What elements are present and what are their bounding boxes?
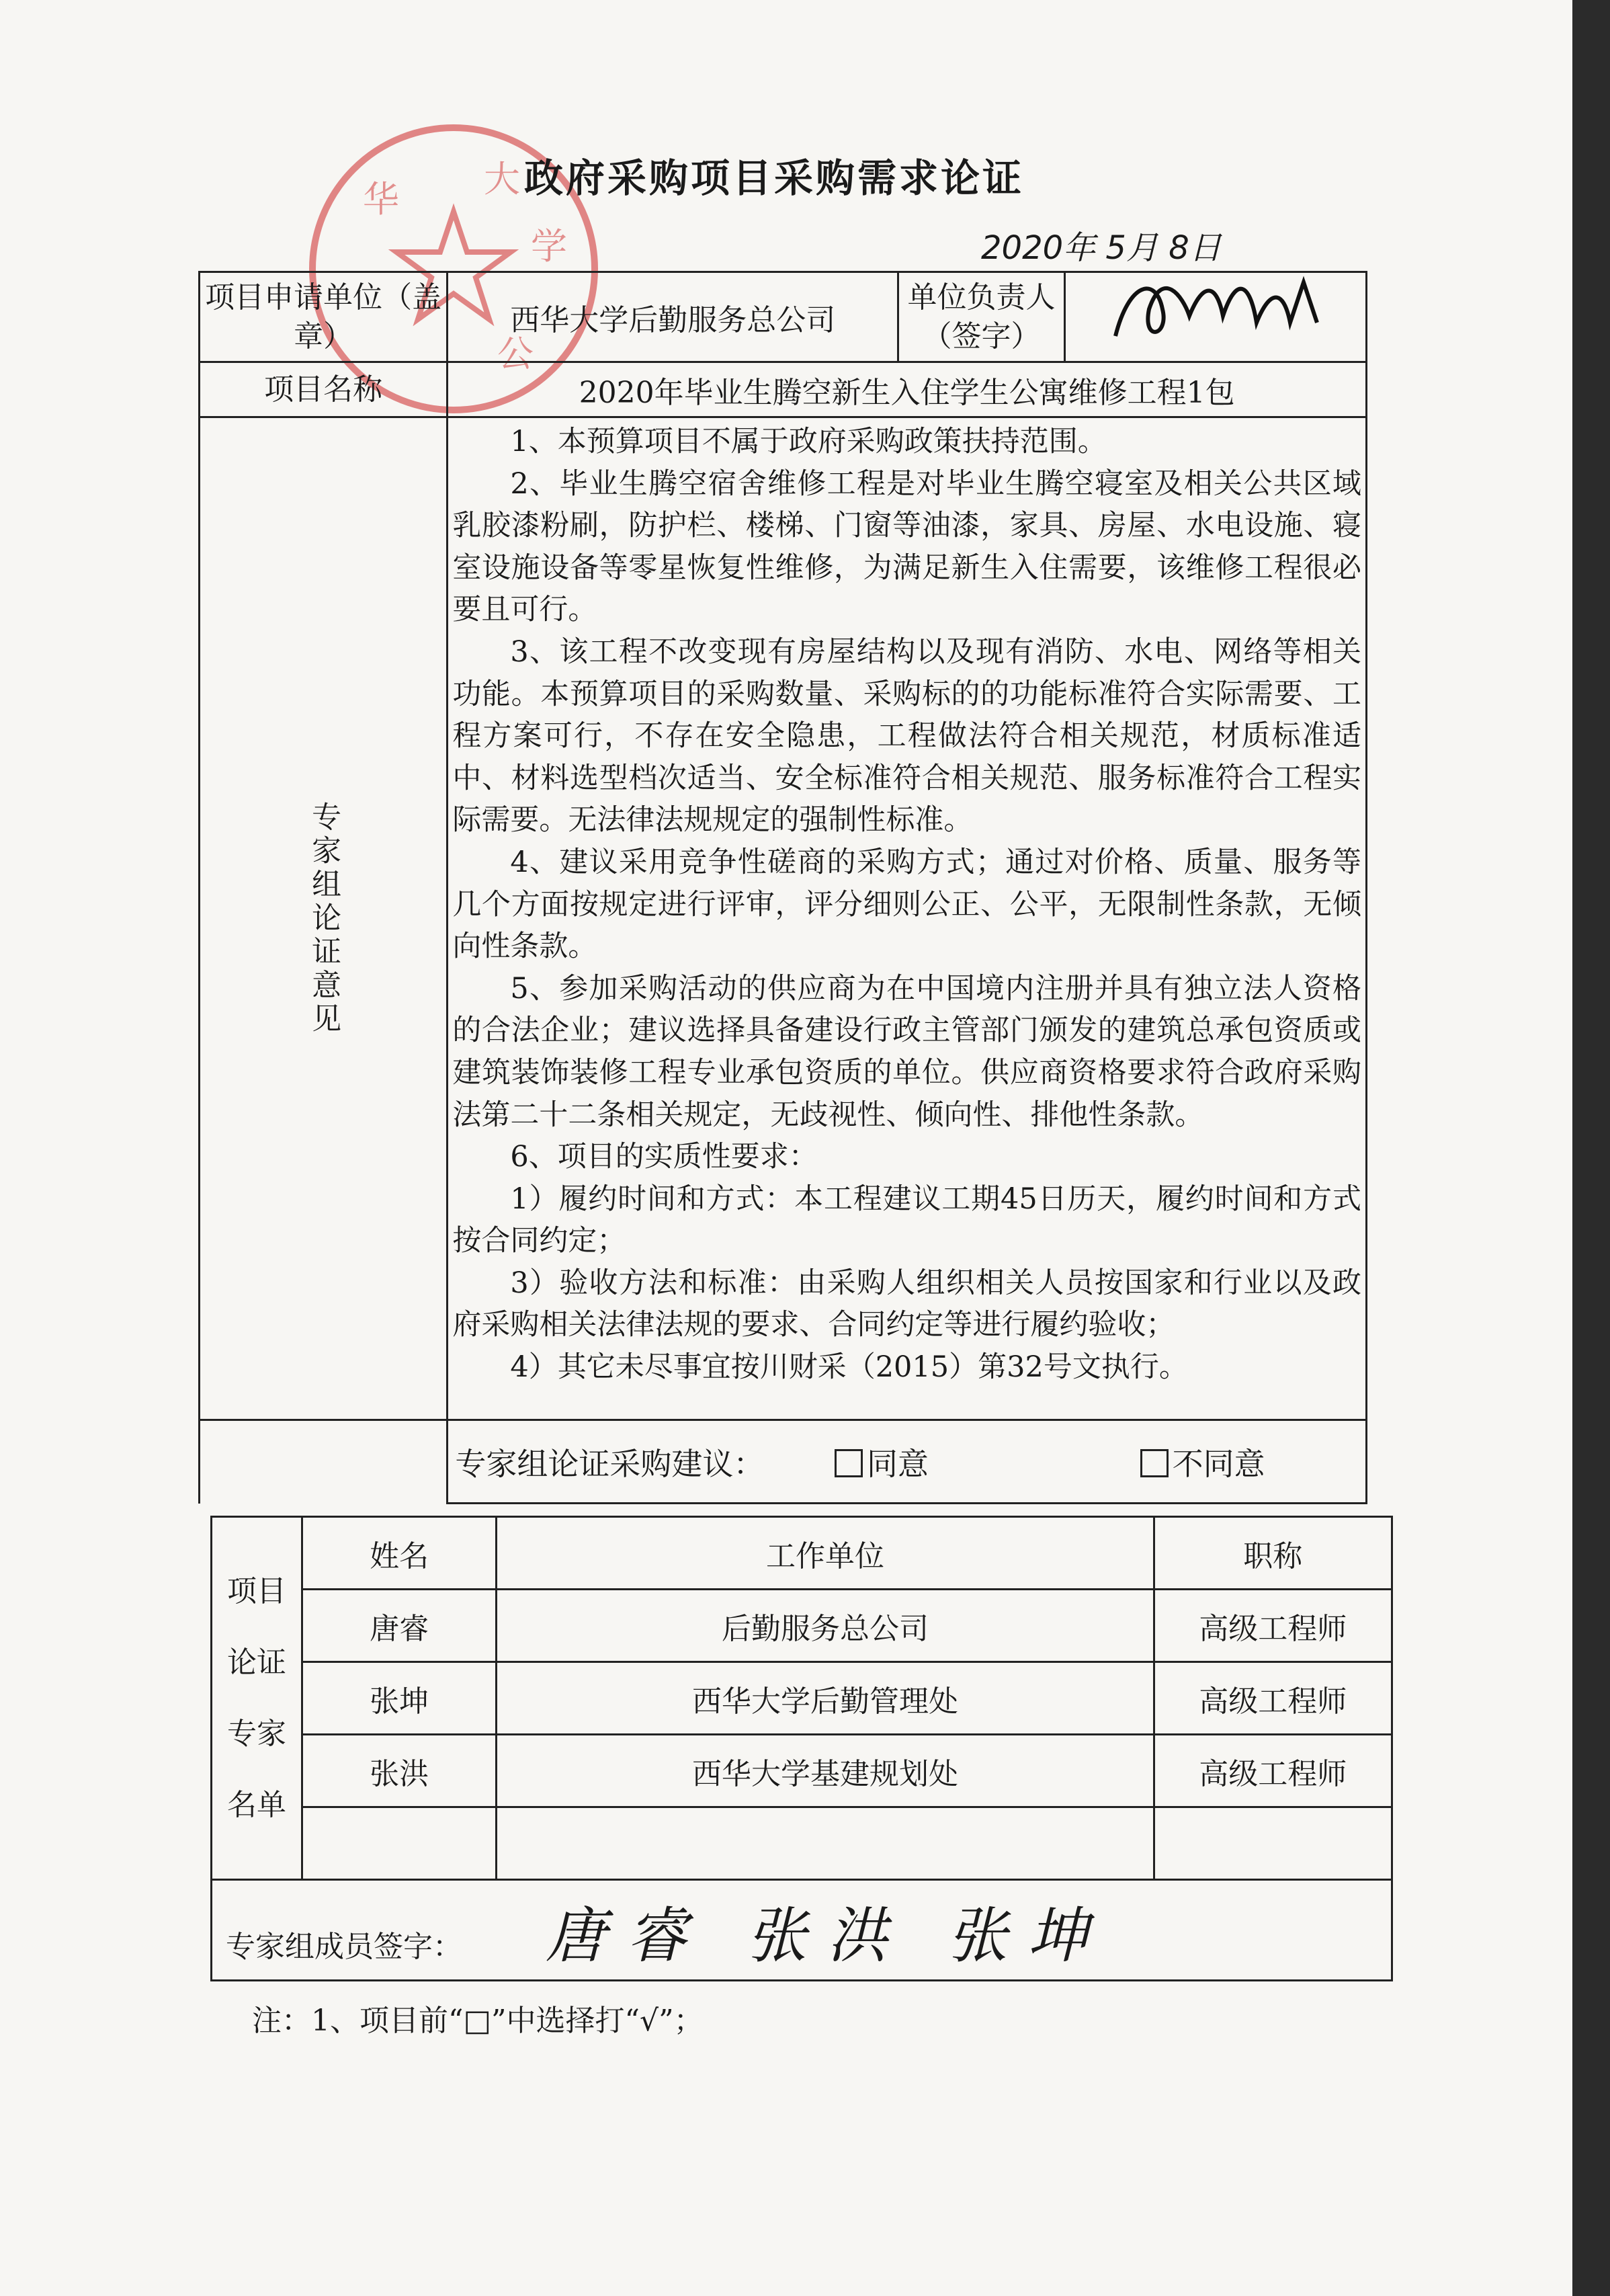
- opinion-item-5: 5、参加采购活动的供应商为在中国境内注册并具有独立法人资格的合法企业；建议选择具备建设行政主管部门颁发的建筑总承包资质或建筑装饰装修工程专业承包资质的单位。供应商资格要求符合政府采购法第二十二条相关规定，无歧视性、倾向性、排他性条款。: [452, 971, 1361, 1132]
- project-name-value: 2020年毕业生腾空新生入住学生公寓维修工程1包: [448, 362, 1367, 417]
- blank-cell: [200, 1420, 448, 1504]
- expert-name: 唐睿: [302, 1590, 497, 1662]
- col-name-header: 姓名: [302, 1517, 497, 1590]
- footnote: 注：1、项目前“□”中选择打“√”；: [252, 2004, 704, 2038]
- expert-unit: 西华大学基建规划处: [497, 1735, 1154, 1807]
- opinion-item-1: 1、本预算项目不属于政府采购政策扶持范围。: [510, 425, 1107, 458]
- opinion-item-6-3: 3）验收方法和标准：由采购人组织相关人员按国家和行业以及政府采购相关法律法规的要求、合同约定等进行履约验收；: [452, 1266, 1361, 1342]
- table-row: [212, 1590, 1392, 1662]
- head-label: 单位负责人（签字）: [898, 272, 1065, 362]
- project-name-label: 项目名称: [200, 362, 448, 417]
- expert-unit: 后勤服务总公司: [497, 1590, 1154, 1662]
- col-title-header: 职称: [1154, 1517, 1392, 1590]
- svg-text:大: 大: [484, 158, 520, 200]
- opinion-item-6-4: 4）其它未尽事宜按川财采（2015）第32号文执行。: [510, 1350, 1188, 1385]
- experts-label-cell: [212, 1517, 302, 1880]
- table-row-empty: [212, 1807, 1392, 1880]
- opinion-item-3: 3、该工程不改变现有房屋结构以及现有消防、水电、网络等相关功能。本预算项目的采购数量、采购标的的功能标准符合实际需要、工程方案可行，不存在安全隐患，工程做法符合相关规范，材质标准适中、材料选型档次适当、安全标准符合相关规范、服务标准符合工程实际需要。无法律法规规定的强制性标准。: [452, 634, 1361, 837]
- experts-table: [210, 1516, 1393, 1981]
- recommend-row: [448, 1420, 1367, 1504]
- svg-text:华: 华: [363, 178, 399, 220]
- opinion-label: 专家组论证意见: [306, 801, 341, 1036]
- opinion-item-4: 4、建议采用竞争性磋商的采购方式；通过对价格、质量、服务等几个方面按规定进行评审，评分细则公正、公平，无限制性条款，无倾向性条款。: [452, 845, 1361, 964]
- expert-unit: 西华大学后勤管理处: [497, 1662, 1154, 1735]
- expert-title: 高级工程师: [1154, 1590, 1392, 1662]
- table-row: [212, 1662, 1392, 1735]
- opinion-label-cell: [200, 417, 448, 1420]
- agree-label: 同意: [866, 1445, 929, 1482]
- svg-text:学: 学: [531, 225, 567, 268]
- agree-option[interactable]: [835, 1446, 929, 1482]
- svg-text:公: 公: [497, 333, 534, 375]
- opinion-item-6: 6、项目的实质性要求：: [510, 1140, 818, 1174]
- col-unit-header: 工作单位: [497, 1517, 1154, 1590]
- form-table: [198, 271, 1367, 1504]
- expert-title: 高级工程师: [1154, 1662, 1392, 1735]
- disagree-option[interactable]: [1140, 1446, 1265, 1482]
- opinion-cell: [448, 417, 1367, 1420]
- expert-signatures: 唐睿 张洪 张坤: [546, 1900, 1109, 1971]
- expert-title: 高级工程师: [1154, 1735, 1392, 1807]
- head-signature-cell: [1064, 272, 1366, 362]
- sign-label: 专家组成员签字：: [226, 1929, 462, 1964]
- disagree-checkbox[interactable]: [1140, 1449, 1169, 1477]
- applicant-value: 西华大学后勤服务总公司: [448, 272, 898, 362]
- table-row: [212, 1735, 1392, 1807]
- applicant-label: 项目申请单位（盖章）: [200, 272, 448, 362]
- sign-row: [212, 1880, 1392, 1981]
- experts-label: 项目论证专家名单: [226, 1573, 286, 1822]
- expert-name: 张洪: [302, 1735, 497, 1807]
- document-date: 2020年 5月 8日: [981, 229, 1222, 267]
- opinion-text: [448, 418, 1365, 1389]
- opinion-item-2: 2、毕业生腾空宿舍维修工程是对毕业生腾空寝室及相关公共区域乳胶漆粉刷，防护栏、楼梯、门窗等油漆，家具、房屋、水电设施、寝室设施设备等零星恢复性维修，为满足新生入住需要，该维修工程很必要且可行。: [452, 466, 1361, 627]
- opinion-item-6-1: 1）履约时间和方式：本工程建议工期45日历天，履约时间和方式按合同约定；: [452, 1182, 1361, 1258]
- recommend-label: 专家组论证采购建议：: [455, 1445, 765, 1482]
- expert-name: 张坤: [302, 1662, 497, 1735]
- document-title: 政府采购项目采购需求论证: [524, 155, 1025, 201]
- disagree-label: 不同意: [1172, 1445, 1265, 1482]
- agree-checkbox-checked[interactable]: [835, 1449, 863, 1477]
